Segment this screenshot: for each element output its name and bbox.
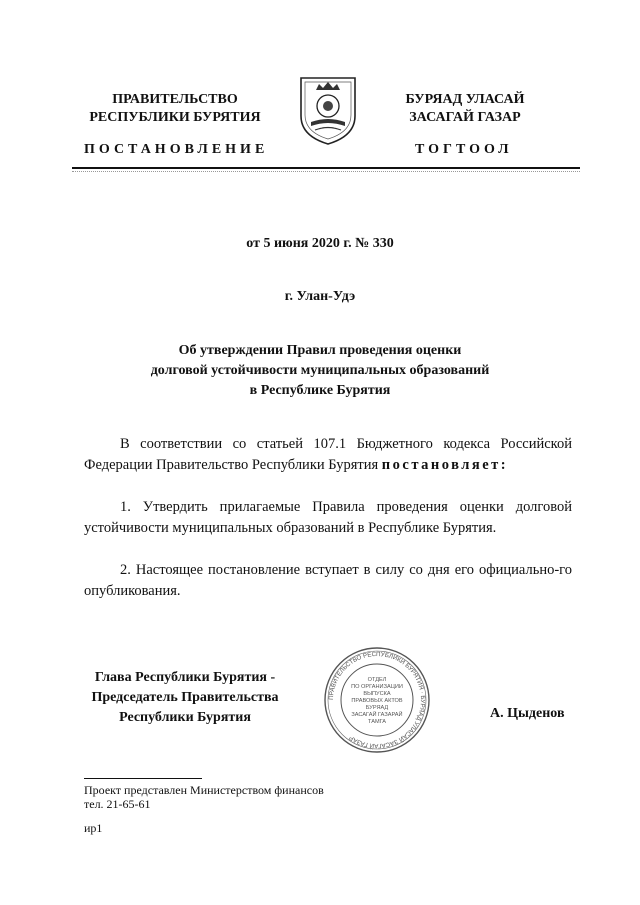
preamble-text: В соответствии со статьей 107.1 Бюджетного кодекса Российской Федерации Правительство Республики Бурятия	[84, 436, 572, 473]
seal-line2: ПО ОРГАНИЗАЦИИ	[351, 684, 403, 690]
document-date-number: от 5 июня 2020 г. № 330	[246, 236, 394, 251]
signatory-position	[80, 668, 290, 728]
header-left-line1: ПРАВИТЕЛЬСТВО	[112, 92, 238, 107]
paragraph-preamble	[84, 434, 572, 476]
item-1-text: 1. Утвердить прилагаемые Правила проведения оценки долговой устойчивости муниципальных образований в Республике Бурятия.	[84, 499, 572, 536]
seal-line3: ВЫПУСКА	[363, 691, 391, 697]
item-2-text: 2. Настоящее постановление вступает в силу со дня его официально-го опубликования.	[84, 562, 572, 599]
doc-type-left: ПОСТАНОВЛЕНИЕ	[84, 142, 269, 157]
footer-divider	[84, 778, 202, 779]
header-right-line1: БУРЯАД УЛАСАЙ	[405, 92, 525, 107]
footer-prepared-by: Проект представлен Министерством финансов	[84, 783, 324, 797]
position-line2: Председатель Правительства	[91, 690, 279, 705]
title-line1: Об утверждении Правил проведения оценки	[178, 343, 462, 358]
preamble-emphasis: постановляет:	[381, 457, 509, 473]
document-title	[0, 341, 640, 401]
paragraph-item-1	[84, 497, 572, 539]
footer-phone: тел. 21-65-61	[84, 797, 151, 811]
seal-line7: ТАМГА	[367, 719, 387, 725]
title-line3: в Республике Бурятия	[249, 383, 391, 398]
coat-of-arms-icon	[297, 72, 359, 146]
title-line2: долговой устойчивости муниципальных образований	[150, 363, 490, 378]
header-right-line2: ЗАСАГАЙ ГАЗАР	[409, 110, 521, 125]
signatory-name: А. Цыденов	[490, 706, 565, 721]
header-divider	[72, 167, 580, 169]
seal-line1: ОТДЕЛ	[367, 677, 387, 683]
doc-type-right: ТОГТООЛ	[415, 142, 513, 157]
footer-code: ир1	[84, 821, 103, 835]
document-city: г. Улан-Удэ	[284, 289, 356, 304]
header-right	[380, 91, 550, 127]
seal-line5: БУРЯАД	[365, 705, 389, 711]
paragraph-item-2	[84, 560, 572, 602]
seal-outer-text: ПРАВИТЕЛЬСТВО РЕСПУБЛИКИ БУРЯТИЯ · БУРЯАД УЛАСАЙ ЗАСАГАЙ ГАЗАР	[327, 650, 427, 750]
position-line3: Республики Бурятия	[119, 710, 251, 725]
seal-line6: ЗАСАГАЙ ГАЗАРАЙ	[351, 712, 403, 718]
round-seal-icon	[322, 645, 432, 755]
header-divider-dotted	[72, 171, 580, 172]
position-line1: Глава Республики Бурятия -	[94, 670, 276, 685]
seal-line4: ПРАВОВЫХ АКТОВ	[351, 698, 403, 704]
header-left	[70, 91, 280, 127]
header-left-line2: РЕСПУБЛИКИ БУРЯТИЯ	[89, 110, 261, 125]
